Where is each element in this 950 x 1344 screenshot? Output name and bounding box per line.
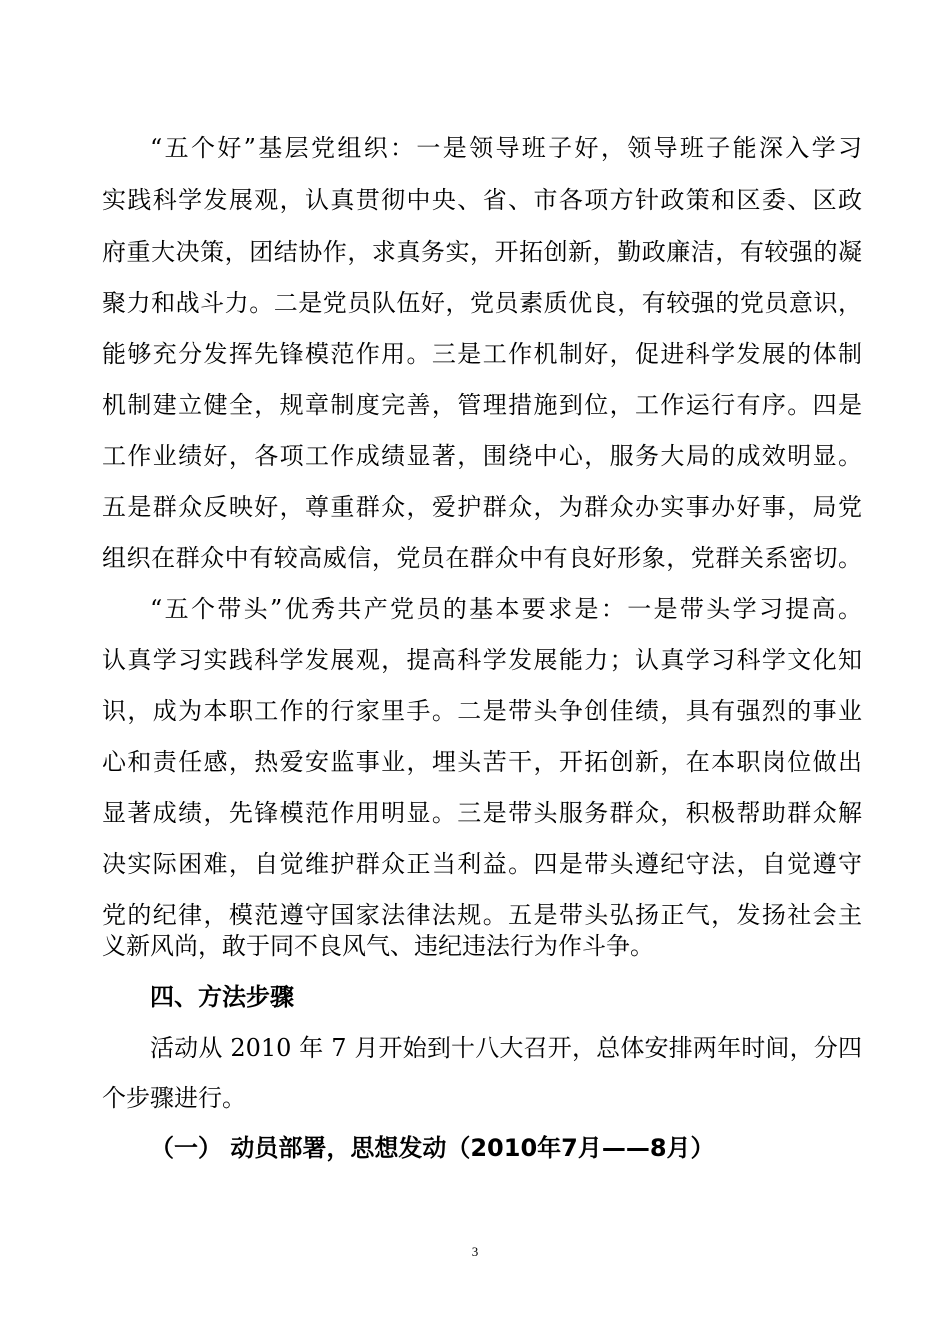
paragraph-1-line-6: 机制建立健全，规章制度完善，管理措施到位，工作运行有序。四是 — [102, 391, 862, 419]
paragraph-1-line-9: 组织在群众中有较高威信，党员在群众中有良好形象，党群关系密切。 — [102, 544, 862, 572]
paragraph-1-line-1: “五个好”基层党组织：一是领导班子好，领导班子能深入学习 — [150, 134, 862, 162]
paragraph-2-line-7: 党的纪律，模范遵守国家法律法规。五是带头弘扬正气，发扬社会主 — [102, 901, 862, 929]
paragraph-2-line-1: “五个带头”优秀共产党员的基本要求是：一是带头学习提高。 — [150, 595, 862, 623]
page-number: 3 — [471, 1244, 479, 1259]
paragraph-1-line-2: 实践科学发展观，认真贯彻中央、省、市各项方针政策和区委、区政 — [102, 186, 862, 214]
paragraph-1-line-5: 能够充分发挥先锋模范作用。三是工作机制好，促进科学发展的体制 — [102, 340, 862, 368]
paragraph-1-line-7: 工作业绩好，各项工作成绩显著，围绕中心，服务大局的成效明显。 — [102, 442, 862, 470]
paragraph-1-line-3: 府重大决策，团结协作，求真务实，开拓创新，勤政廉洁，有较强的凝 — [102, 238, 862, 266]
section-heading: 四、方法步骤 — [150, 983, 294, 1011]
paragraph-2-line-5: 显著成绩，先锋模范作用明显。三是带头服务群众，积极帮助群众解 — [102, 799, 862, 827]
paragraph-2-line-2: 认真学习实践科学发展观，提高科学发展能力；认真学习科学文化知 — [102, 646, 862, 674]
paragraph-1-line-4: 聚力和战斗力。二是党员队伍好，党员素质优良，有较强的党员意识， — [102, 289, 862, 317]
section-intro-line-1: 活动从 2010 年 7 月开始到十八大召开，总体安排两年时间，分四 — [150, 1034, 862, 1062]
paragraph-2-line-3: 识，成为本职工作的行家里手。二是带头争创佳绩，具有强烈的事业 — [102, 697, 862, 725]
paragraph-1-line-8: 五是群众反映好，尊重群众，爱护群众，为群众办实事办好事，局党 — [102, 493, 862, 521]
section-intro-line-2: 个步骤进行。 — [102, 1084, 246, 1112]
step-heading: （一） 动员部署，思想发动（2010年7月——8月） — [150, 1134, 715, 1162]
paragraph-2-line-4: 心和责任感，热爱安监事业，埋头苦干，开拓创新，在本职岗位做出 — [102, 748, 862, 776]
paragraph-2-line-8: 义新风尚，敢于同不良风气、违纪违法行为作斗争。 — [102, 932, 654, 960]
paragraph-2-line-6: 决实际困难，自觉维护群众正当利益。四是带头遵纪守法，自觉遵守 — [102, 850, 862, 878]
